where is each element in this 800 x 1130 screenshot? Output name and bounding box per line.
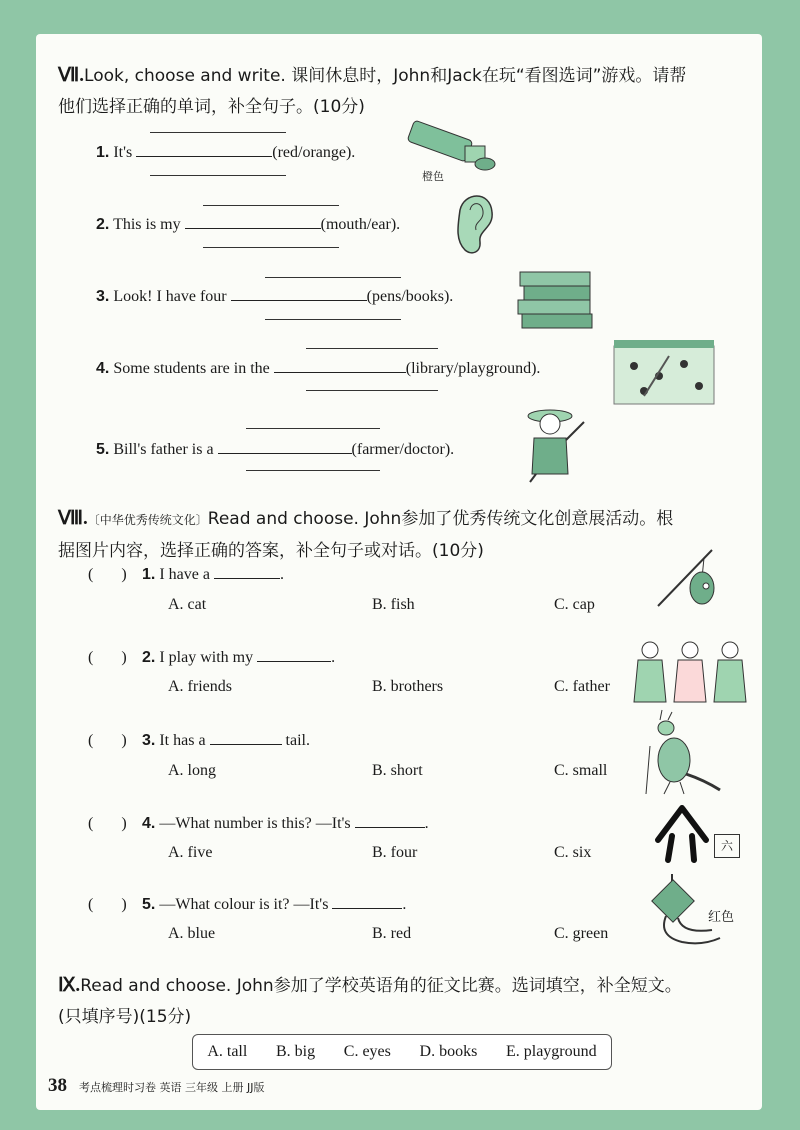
question-number: 3. bbox=[96, 288, 110, 305]
s7-question-1 bbox=[96, 144, 355, 162]
s7-question-3 bbox=[96, 288, 453, 306]
question-number: 1. bbox=[96, 144, 110, 161]
option-a[interactable]: A. blue bbox=[168, 925, 216, 942]
section7-title bbox=[58, 60, 758, 123]
question-text: This is my bbox=[113, 216, 181, 233]
question-text-end: tail. bbox=[285, 732, 310, 749]
s7-question-5 bbox=[96, 441, 454, 459]
answer-blank[interactable] bbox=[218, 453, 352, 454]
ear-icon bbox=[450, 190, 500, 260]
question-number: 3. bbox=[142, 732, 156, 749]
answer-parenthesis[interactable]: ( ) bbox=[88, 815, 127, 832]
section7-title-line2: 他们选择正确的单词，补全句子。(10分) bbox=[58, 97, 365, 117]
paint-tube-icon bbox=[405, 122, 495, 172]
books-icon bbox=[518, 268, 598, 333]
section8-tag: 〔中华优秀传统文化〕 bbox=[87, 513, 208, 527]
question-text-end: . bbox=[424, 815, 429, 832]
s8-question-4 bbox=[142, 815, 429, 833]
question-number: 4. bbox=[142, 815, 156, 832]
kangaroo-icon bbox=[642, 716, 722, 796]
answer-parenthesis[interactable]: ( ) bbox=[88, 896, 127, 913]
question-number: 4. bbox=[96, 360, 110, 377]
question-number: 2. bbox=[142, 649, 156, 666]
section7-number: Ⅶ. bbox=[58, 65, 85, 86]
option-b[interactable]: B. short bbox=[372, 762, 423, 779]
question-text-end: . bbox=[331, 649, 336, 666]
question-text: I have a bbox=[159, 566, 210, 583]
question-text: It has a bbox=[159, 732, 206, 749]
answer-blank[interactable] bbox=[231, 300, 367, 301]
section8-title bbox=[58, 503, 758, 567]
question-hint: (mouth/ear). bbox=[320, 216, 401, 233]
word-option: E. playground bbox=[505, 1043, 597, 1060]
writing-line bbox=[306, 348, 438, 349]
writing-line bbox=[203, 205, 339, 206]
word-option: A. tall bbox=[207, 1043, 248, 1060]
answer-parenthesis[interactable]: ( ) bbox=[88, 649, 127, 666]
question-hint: (farmer/doctor). bbox=[351, 441, 455, 458]
writing-line bbox=[265, 319, 401, 320]
writing-line bbox=[203, 247, 339, 248]
question-text-end: . bbox=[279, 566, 284, 583]
option-c[interactable]: C. small bbox=[554, 762, 608, 779]
answer-blank bbox=[257, 661, 331, 662]
option-b[interactable]: B. red bbox=[372, 925, 412, 942]
section8-title-line2: 据图片内容，选择正确的答案，补全句子或对话。(10分) bbox=[58, 541, 484, 561]
answer-blank bbox=[214, 578, 280, 579]
question-number: 5. bbox=[96, 441, 110, 458]
option-c[interactable]: C. cap bbox=[554, 596, 595, 613]
page-footer bbox=[48, 1075, 264, 1097]
option-c[interactable]: C. six bbox=[554, 844, 592, 861]
writing-line bbox=[306, 390, 438, 391]
question-text: —What number is this? —It's bbox=[159, 815, 351, 832]
question-hint: (library/playground). bbox=[405, 360, 541, 377]
section9-title-line1: Read and choose. John参加了学校英语角的征文比赛。选词填空，补全短文。 bbox=[80, 976, 682, 996]
writing-line bbox=[246, 428, 380, 429]
question-number: 1. bbox=[142, 566, 156, 583]
word-option: C. eyes bbox=[343, 1043, 391, 1060]
word-option: B. big bbox=[275, 1043, 316, 1060]
option-b[interactable]: B. brothers bbox=[372, 678, 444, 695]
answer-blank bbox=[210, 744, 282, 745]
six-character-icon bbox=[654, 806, 710, 862]
section9-number: Ⅸ. bbox=[58, 975, 81, 996]
answer-blank bbox=[332, 908, 402, 909]
section8-title-line1: Read and choose. John参加了优秀传统文化创意展活动。根 bbox=[207, 509, 674, 529]
s8-question-2 bbox=[142, 649, 335, 667]
answer-parenthesis[interactable]: ( ) bbox=[88, 732, 127, 749]
question-text: Some students are in the bbox=[113, 360, 270, 377]
option-c[interactable]: C. green bbox=[554, 925, 609, 942]
answer-blank[interactable] bbox=[185, 228, 321, 229]
farmer-icon bbox=[520, 404, 590, 484]
question-text: —What colour is it? —It's bbox=[159, 896, 329, 913]
question-text: Bill's father is a bbox=[113, 441, 214, 458]
question-text: Look! I have four bbox=[113, 288, 227, 305]
question-text: I play with my bbox=[159, 649, 254, 666]
page-number: 38 bbox=[48, 1075, 67, 1096]
question-text: It's bbox=[113, 144, 133, 161]
answer-blank[interactable] bbox=[274, 372, 406, 373]
s8-question-3 bbox=[142, 732, 310, 750]
option-a[interactable]: A. five bbox=[168, 844, 213, 861]
section9-title bbox=[58, 970, 758, 1033]
writing-line bbox=[265, 277, 401, 278]
writing-line bbox=[150, 175, 286, 176]
word-option: D. books bbox=[419, 1043, 478, 1060]
six-caption: 六 bbox=[714, 834, 740, 858]
option-a[interactable]: A. friends bbox=[168, 678, 232, 695]
section8-number: Ⅷ. bbox=[58, 508, 88, 529]
writing-line bbox=[150, 132, 286, 133]
question-number: 5. bbox=[142, 896, 156, 913]
answer-blank[interactable] bbox=[136, 156, 272, 157]
answer-blank bbox=[355, 827, 425, 828]
word-bank bbox=[192, 1034, 612, 1070]
question-hint: (red/orange). bbox=[272, 144, 356, 161]
footer-text: 考点梳理时习卷 英语 三年级 上册 JJ版 bbox=[79, 1081, 265, 1094]
option-a[interactable]: A. cat bbox=[168, 596, 207, 613]
option-b[interactable]: B. four bbox=[372, 844, 418, 861]
question-text-end: . bbox=[402, 896, 407, 913]
orange-caption: 橙色 bbox=[422, 170, 444, 183]
question-hint: (pens/books). bbox=[366, 288, 454, 305]
red-caption: 红色 bbox=[708, 910, 735, 925]
option-b[interactable]: B. fish bbox=[372, 596, 415, 613]
s7-question-2 bbox=[96, 216, 400, 234]
section7-title-line1: Look, choose and write. 课间休息时，John和Jack在玩“看图选词”游戏。请帮 bbox=[84, 66, 687, 86]
writing-line bbox=[246, 470, 380, 471]
question-number: 2. bbox=[96, 216, 110, 233]
answer-parenthesis[interactable]: ( ) bbox=[88, 566, 127, 583]
option-a[interactable]: A. long bbox=[168, 762, 216, 779]
s8-question-5 bbox=[142, 896, 406, 914]
s7-question-4 bbox=[96, 360, 540, 378]
fish-kite-icon bbox=[656, 546, 726, 616]
option-c[interactable]: C. father bbox=[554, 678, 610, 695]
children-icon bbox=[632, 636, 752, 706]
section9-title-line2: (只填序号)(15分) bbox=[58, 1007, 192, 1027]
s8-question-1 bbox=[142, 566, 284, 584]
playground-icon bbox=[614, 336, 714, 406]
